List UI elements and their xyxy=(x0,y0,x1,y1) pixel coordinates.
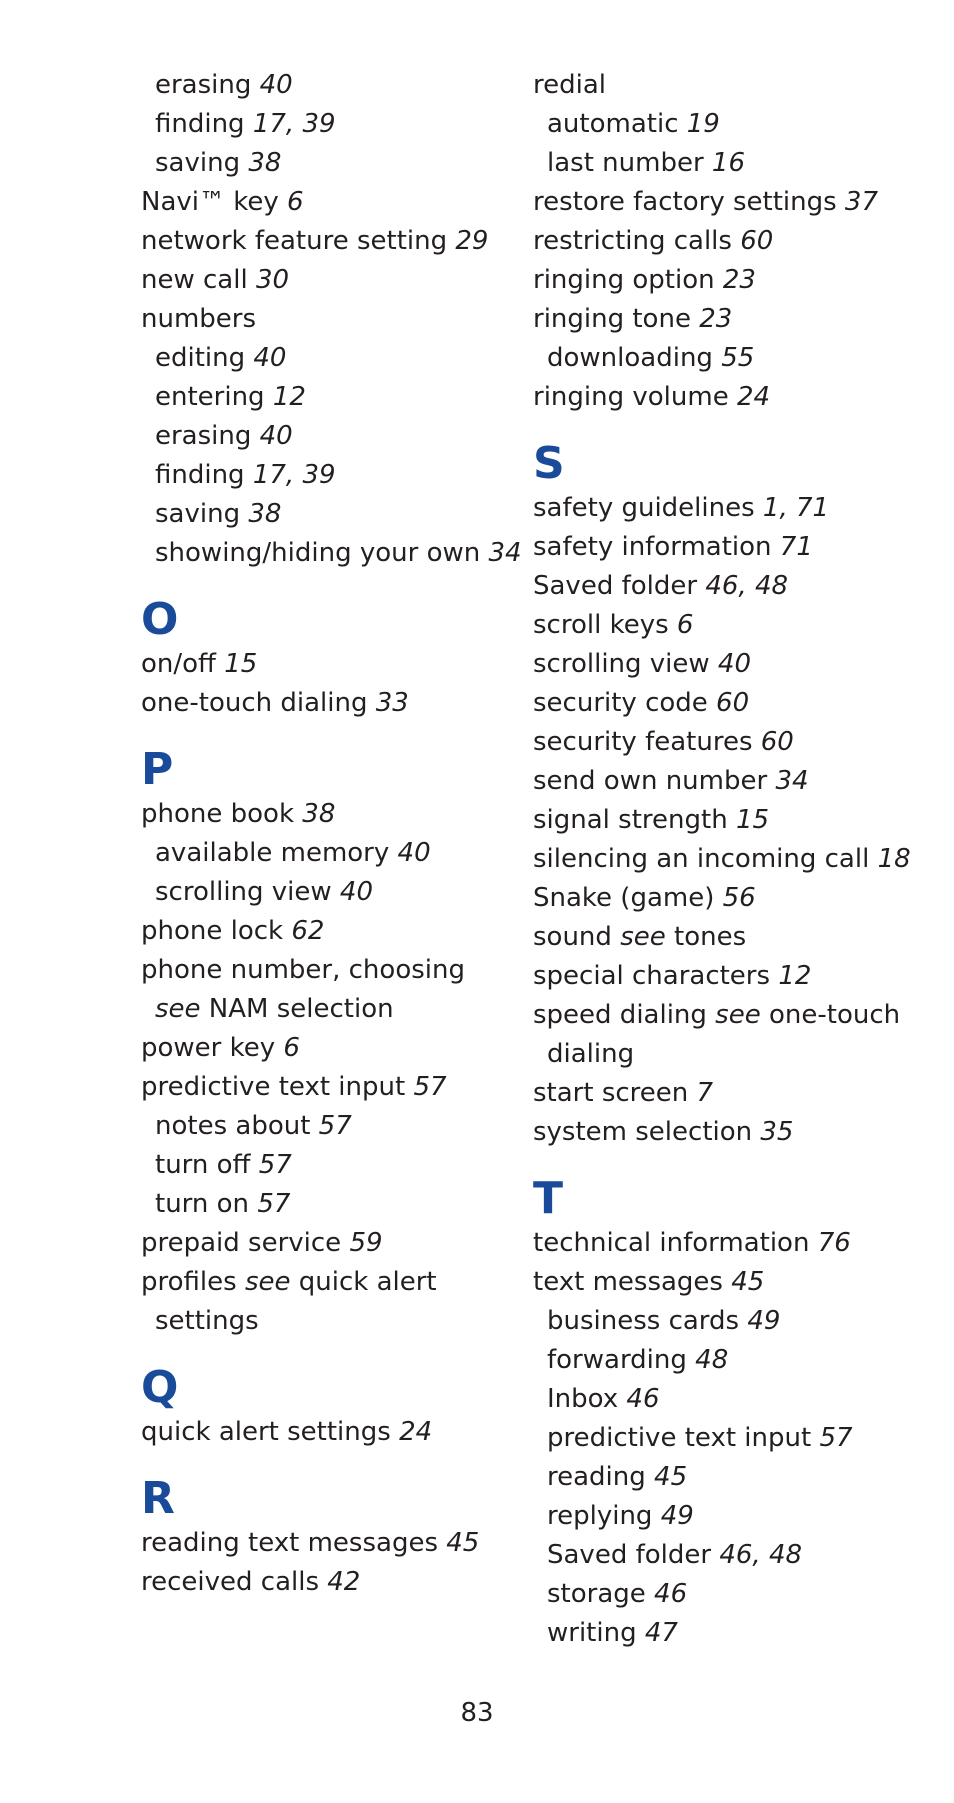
entry-term: automatic xyxy=(547,109,687,139)
entry-term: saving xyxy=(155,499,249,529)
entry-term: settings xyxy=(155,1306,259,1336)
index-entry xyxy=(533,918,933,957)
entry-term: entering xyxy=(155,382,273,412)
entry-term: one-touch dialing xyxy=(141,688,376,718)
index-subentry xyxy=(533,1035,933,1074)
entry-term: received calls xyxy=(141,1567,328,1597)
entry-term: replying xyxy=(547,1501,661,1531)
index-subentry xyxy=(141,534,521,573)
index-subentry xyxy=(533,339,933,378)
page-reference: 19 xyxy=(686,109,720,139)
index-entry xyxy=(533,645,933,684)
index-subentry xyxy=(141,1107,521,1146)
index-subentry xyxy=(141,339,521,378)
index-entry xyxy=(141,261,521,300)
page-reference: 71 xyxy=(779,532,813,562)
index-subentry xyxy=(533,1536,933,1575)
entry-term: security code xyxy=(533,688,717,718)
page-reference: 34 xyxy=(775,766,809,796)
entry-term-continued: tones xyxy=(665,922,747,952)
page-reference: 57 xyxy=(413,1072,447,1102)
entry-term: scroll keys xyxy=(533,610,677,640)
index-subentry xyxy=(141,1146,521,1185)
page-reference: 62 xyxy=(291,916,325,946)
page-reference: 23 xyxy=(722,265,756,295)
page-reference: 24 xyxy=(399,1417,433,1447)
index-entry xyxy=(141,1413,521,1452)
page-reference: 15 xyxy=(735,805,770,835)
entry-term: reading xyxy=(547,1462,655,1492)
entry-term: safety guidelines xyxy=(533,493,763,523)
page-reference: 29 xyxy=(455,226,489,256)
page-reference: 60 xyxy=(716,688,750,718)
index-entry xyxy=(141,1524,521,1563)
entry-term: numbers xyxy=(141,304,257,334)
page-reference: 6 xyxy=(283,1033,300,1063)
entry-term: available memory xyxy=(155,838,398,868)
section-letter: O xyxy=(141,594,179,645)
index-entry xyxy=(533,222,933,261)
page-reference: 47 xyxy=(644,1618,678,1648)
index-column-left xyxy=(141,66,521,1602)
page-reference: 40 xyxy=(339,877,374,907)
index-entry xyxy=(141,183,521,222)
index-subentry xyxy=(141,378,521,417)
entry-term: erasing xyxy=(155,70,260,100)
page-reference: 46, 48 xyxy=(719,1540,803,1570)
index-subentry xyxy=(141,834,521,873)
entry-term: quick alert settings xyxy=(141,1417,400,1447)
index-subentry xyxy=(533,1497,933,1536)
entry-term: signal strength xyxy=(533,805,736,835)
index-entry xyxy=(141,300,521,339)
entry-term: restore factory settings xyxy=(533,187,845,217)
entry-term: last number xyxy=(547,148,712,178)
index-entry xyxy=(141,1563,521,1602)
page-reference: 16 xyxy=(711,148,745,178)
index-entry xyxy=(533,300,933,339)
index-entry xyxy=(533,684,933,723)
entry-term: ringing volume xyxy=(533,382,737,412)
see-reference: see xyxy=(155,994,201,1024)
entry-term: sound xyxy=(533,922,621,952)
page-reference: 57 xyxy=(318,1111,352,1141)
index-entry xyxy=(533,378,933,417)
page-reference: 38 xyxy=(248,148,282,178)
entry-term: turn off xyxy=(155,1150,259,1180)
entry-term: predictive text input xyxy=(141,1072,414,1102)
index-subentry xyxy=(533,1419,933,1458)
page-reference: 24 xyxy=(736,382,771,412)
entry-term: speed dialing xyxy=(533,1000,716,1030)
entry-term: saving xyxy=(155,148,249,178)
index-subentry xyxy=(533,1458,933,1497)
page-reference: 40 xyxy=(717,649,752,679)
entry-term: finding xyxy=(155,109,253,139)
page-reference: 17, 39 xyxy=(252,460,336,490)
entry-term: Snake (game) xyxy=(533,883,723,913)
entry-term: Saved folder xyxy=(533,571,706,601)
entry-term: prepaid service xyxy=(141,1228,350,1258)
entry-term: scrolling view xyxy=(155,877,340,907)
entry-term: send own number xyxy=(533,766,776,796)
page-reference: 48 xyxy=(695,1345,729,1375)
index-column-right xyxy=(533,66,933,1653)
index-entry xyxy=(533,489,933,528)
page-reference: 57 xyxy=(258,1150,292,1180)
page-reference: 37 xyxy=(844,187,879,217)
entry-term: editing xyxy=(155,343,254,373)
section-letter: S xyxy=(533,438,565,489)
page-reference: 60 xyxy=(760,727,794,757)
page-reference: 40 xyxy=(259,421,293,451)
entry-term: phone number, choosing xyxy=(141,955,465,985)
index-subentry xyxy=(141,417,521,456)
entry-term: special characters xyxy=(533,961,779,991)
page-reference: 6 xyxy=(676,610,694,640)
page-reference: 49 xyxy=(660,1501,694,1531)
page-reference: 38 xyxy=(248,499,282,529)
index-subentry xyxy=(533,1575,933,1614)
page-reference: 12 xyxy=(778,961,812,991)
index-subentry xyxy=(533,105,933,144)
index-entry xyxy=(533,1074,933,1113)
entry-term: restricting calls xyxy=(533,226,741,256)
index-entry xyxy=(533,1263,933,1302)
index-entry xyxy=(533,1113,933,1152)
page-reference: 23 xyxy=(699,304,733,334)
entry-term: business cards xyxy=(547,1306,748,1336)
page-number: 83 xyxy=(460,1698,494,1728)
index-subentry xyxy=(141,1302,521,1341)
page-reference: 30 xyxy=(255,265,290,295)
index-entry xyxy=(533,879,933,918)
entry-term: on/off xyxy=(141,649,225,679)
index-subentry xyxy=(141,990,521,1029)
index-entry xyxy=(141,1068,521,1107)
page-reference: 1, 71 xyxy=(762,493,830,523)
entry-term: start screen xyxy=(533,1078,697,1108)
index-subentry xyxy=(141,105,521,144)
index-entry xyxy=(141,795,521,834)
index-subentry xyxy=(141,1185,521,1224)
page-reference: 45 xyxy=(446,1528,480,1558)
section-letter: Q xyxy=(141,1362,179,1413)
page-reference: 45 xyxy=(731,1267,765,1297)
entry-term: phone book xyxy=(141,799,303,829)
index-subentry xyxy=(533,1302,933,1341)
index-subentry xyxy=(533,1614,933,1653)
index-entry xyxy=(141,1263,521,1302)
page-reference: 17, 39 xyxy=(252,109,336,139)
entry-term: profiles xyxy=(141,1267,245,1297)
entry-term: text messages xyxy=(533,1267,732,1297)
index-subentry xyxy=(533,1380,933,1419)
entry-term: safety information xyxy=(533,532,780,562)
page-reference: 46 xyxy=(654,1579,688,1609)
index-entry xyxy=(533,801,933,840)
entry-term-continued: one-touch xyxy=(760,1000,901,1030)
see-reference: see xyxy=(715,1000,761,1030)
page-reference: 56 xyxy=(722,883,756,913)
page-reference: 33 xyxy=(375,688,409,718)
index-entry xyxy=(533,261,933,300)
entry-term: scrolling view xyxy=(533,649,718,679)
entry-term: storage xyxy=(547,1579,655,1609)
entry-term: redial xyxy=(533,70,606,100)
page-reference: 40 xyxy=(397,838,431,868)
index-entry xyxy=(533,66,933,105)
index-entry xyxy=(533,996,933,1035)
page-reference: 6 xyxy=(287,187,304,217)
index-entry xyxy=(533,183,933,222)
page-reference: 18 xyxy=(877,844,911,874)
entry-term: network feature setting xyxy=(141,226,456,256)
section-letter: P xyxy=(141,744,174,795)
index-subentry xyxy=(141,144,521,183)
page-reference: 76 xyxy=(817,1228,851,1258)
entry-term: power key xyxy=(141,1033,284,1063)
entry-term: downloading xyxy=(547,343,722,373)
entry-term: phone lock xyxy=(141,916,292,946)
page-reference: 12 xyxy=(272,382,306,412)
entry-term: writing xyxy=(547,1618,645,1648)
entry-term: technical information xyxy=(533,1228,818,1258)
entry-term: notes about xyxy=(155,1111,319,1141)
page-reference: 57 xyxy=(257,1189,291,1219)
page-reference: 15 xyxy=(224,649,258,679)
see-reference: see xyxy=(620,922,666,952)
index-entry xyxy=(533,606,933,645)
entry-term: new call xyxy=(141,265,256,295)
see-reference: see xyxy=(244,1267,291,1297)
page-reference: 49 xyxy=(747,1306,781,1336)
index-subentry xyxy=(533,1341,933,1380)
page-reference: 35 xyxy=(760,1117,794,1147)
index-entry xyxy=(141,951,521,990)
index-entry xyxy=(533,1224,933,1263)
page-reference: 34 xyxy=(488,538,522,568)
entry-term: Navi™ key xyxy=(141,187,288,217)
index-entry xyxy=(141,222,521,261)
entry-term: erasing xyxy=(155,421,260,451)
index-entry xyxy=(141,684,521,723)
page-reference: 38 xyxy=(302,799,336,829)
index-entry xyxy=(533,528,933,567)
page-reference: 46 xyxy=(626,1384,660,1414)
index-entry xyxy=(141,645,521,684)
index-subentry xyxy=(141,873,521,912)
index-subentry xyxy=(141,456,521,495)
entry-term: Inbox xyxy=(547,1384,627,1414)
entry-term: Saved folder xyxy=(547,1540,720,1570)
entry-term: ringing option xyxy=(533,265,723,295)
entry-term: forwarding xyxy=(547,1345,696,1375)
entry-term-continued: quick alert xyxy=(290,1267,437,1297)
entry-term: ringing tone xyxy=(533,304,700,334)
page-reference: 7 xyxy=(696,1078,714,1108)
section-letter: R xyxy=(141,1473,175,1524)
entry-term: showing/hiding your own xyxy=(155,538,489,568)
page-reference: 59 xyxy=(349,1228,383,1258)
page-reference: 60 xyxy=(740,226,774,256)
index-subentry xyxy=(141,495,521,534)
index-entry xyxy=(141,912,521,951)
index-subentry xyxy=(141,66,521,105)
section-letter: T xyxy=(533,1173,564,1224)
index-entry xyxy=(533,723,933,762)
index-entry xyxy=(533,567,933,606)
page-reference: 46, 48 xyxy=(705,571,789,601)
entry-term: silencing an incoming call xyxy=(533,844,878,874)
page-reference: 42 xyxy=(327,1567,361,1597)
page-reference: 57 xyxy=(819,1423,853,1453)
index-entry xyxy=(533,957,933,996)
entry-term: dialing xyxy=(547,1039,635,1069)
entry-term: reading text messages xyxy=(141,1528,447,1558)
index-entry xyxy=(533,762,933,801)
page-reference: 40 xyxy=(253,343,287,373)
index-subentry xyxy=(533,144,933,183)
entry-term: turn on xyxy=(155,1189,258,1219)
index-entry xyxy=(141,1029,521,1068)
entry-term: finding xyxy=(155,460,253,490)
index-entry xyxy=(141,1224,521,1263)
entry-term: NAM selection xyxy=(200,994,394,1024)
entry-term: predictive text input xyxy=(547,1423,820,1453)
page-reference: 45 xyxy=(654,1462,688,1492)
page-reference: 55 xyxy=(721,343,755,373)
entry-term: system selection xyxy=(533,1117,761,1147)
index-entry xyxy=(533,840,933,879)
entry-term: security features xyxy=(533,727,761,757)
page-reference: 40 xyxy=(259,70,293,100)
